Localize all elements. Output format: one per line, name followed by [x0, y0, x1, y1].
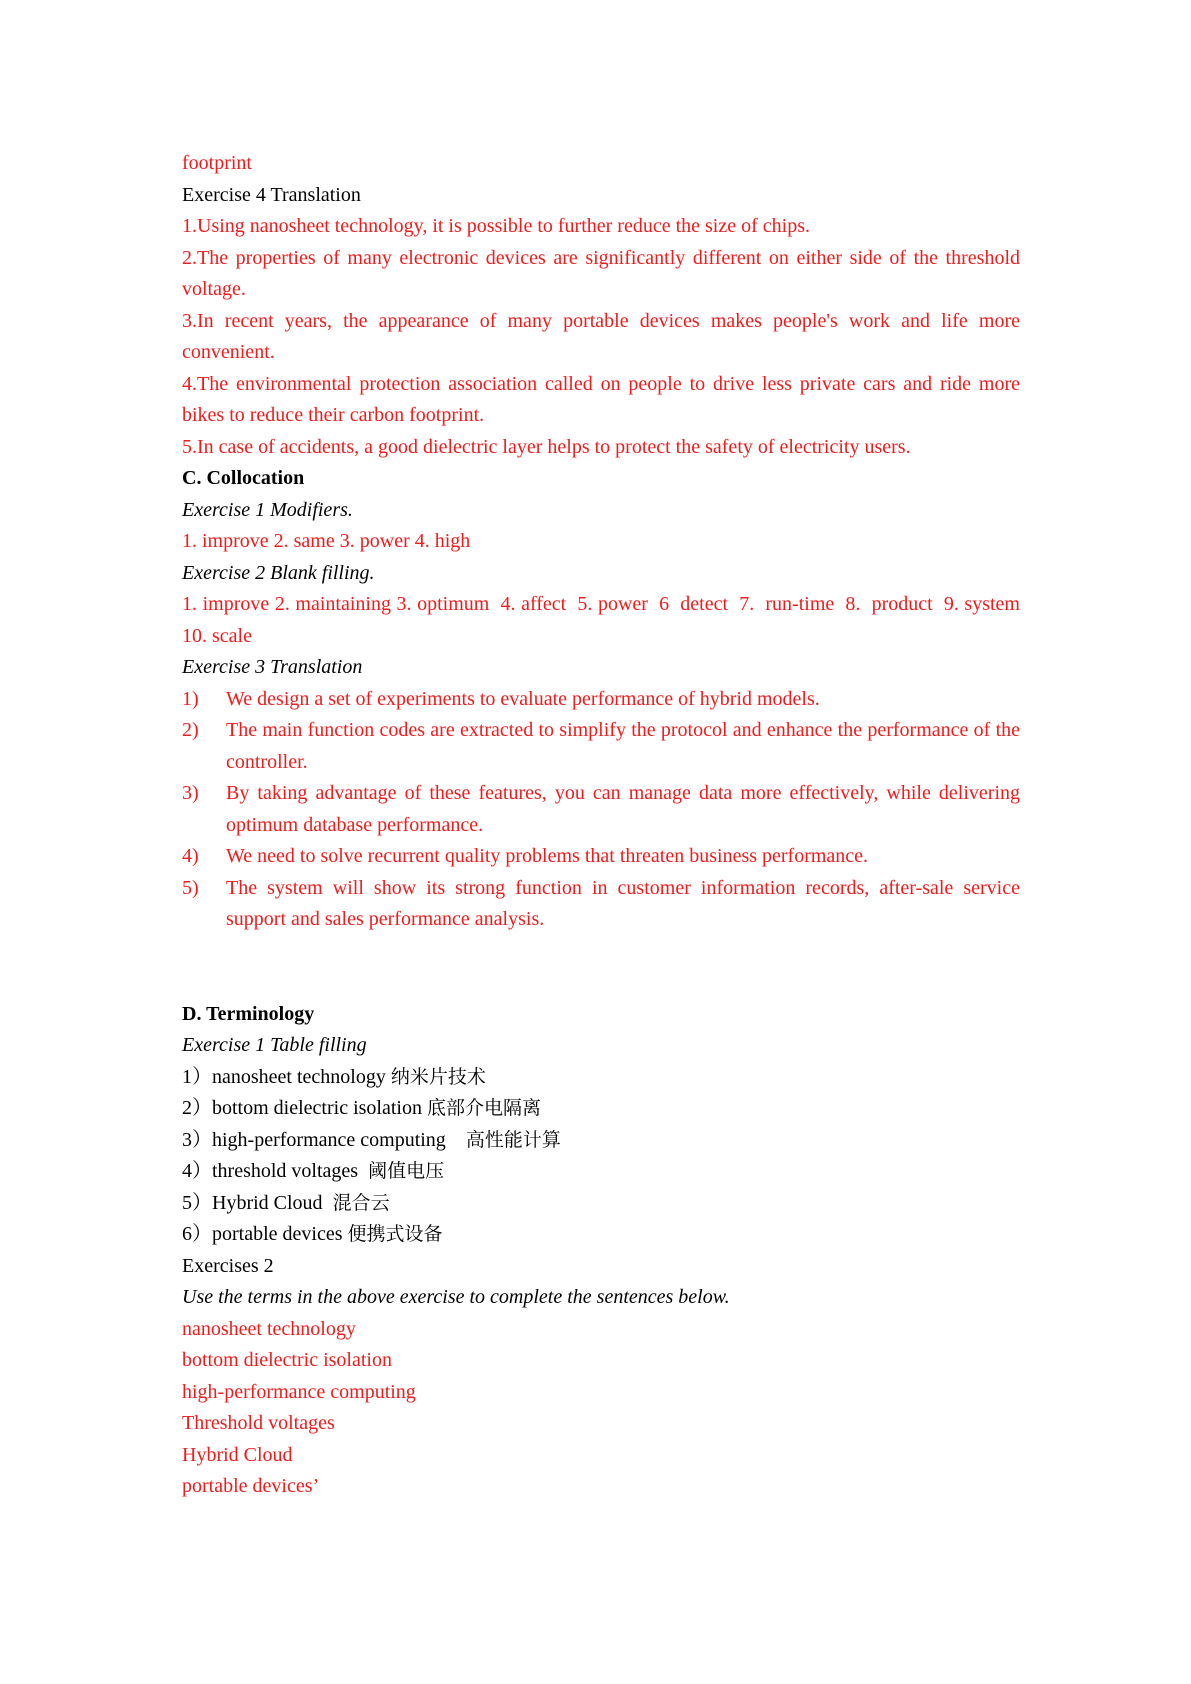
translation-item-number: 1): [182, 687, 199, 710]
exercises-2-answer: high-performance computing: [182, 1380, 416, 1403]
exercises-2-answer: bottom dielectric isolation: [182, 1349, 392, 1371]
translation-item: [182, 841, 1020, 873]
exercises-2-answer: portable devices’: [182, 1475, 320, 1497]
term-number: 1）: [182, 1065, 212, 1088]
term-english: high-performance computing: [212, 1128, 446, 1151]
term-number: 2）: [182, 1097, 212, 1119]
term-english: portable devices: [212, 1223, 343, 1245]
exercise-4-item-4: 4.The environmental protection association called on people to drive less private cars and ride more bikes to reduce their carbon footprint.: [182, 372, 1020, 426]
translation-item-number: 5): [182, 876, 199, 899]
translation-item-text: We design a set of experiments to evaluate performance of hybrid models.: [226, 687, 820, 710]
translation-item-number: 4): [182, 845, 199, 867]
translation-item-number: 3): [182, 782, 199, 804]
exercises-2-instruction: Use the terms in the above exercise to complete the sentences below.: [182, 1286, 730, 1308]
exercise-4-item-3: 3.In recent years, the appearance of many portable devices makes people's work and life more convenient.: [182, 309, 1020, 363]
term-item: [182, 1188, 1020, 1220]
translation-item-text: We need to solve recurrent quality problems that threaten business performance.: [226, 845, 869, 867]
exercise-4-item-1: 1.Using nanosheet technology, it is possible to further reduce the size of chips.: [182, 215, 810, 237]
translation-item-text: By taking advantage of these features, you can manage data more effectively, while delivering optimum database performance.: [226, 782, 1020, 836]
term-number: 5）: [182, 1191, 212, 1214]
exercises-2-answer: Threshold voltages: [182, 1412, 335, 1434]
translation-item: [182, 778, 1020, 841]
exercise-4-item-2: 2.The properties of many electronic devices are significantly different on either side of the threshold voltage.: [182, 246, 1020, 300]
term-item: [182, 1156, 1020, 1188]
translation-item-text: The system will show its strong function in customer information records, after-sale service support and sales performance analysis.: [226, 876, 1020, 930]
term-chinese: 高性能计算: [465, 1128, 561, 1151]
term-chinese: 便携式设备: [347, 1223, 443, 1245]
term-item: [182, 1219, 1020, 1251]
terminology-heading: D. Terminology: [182, 1002, 315, 1025]
term-item: [182, 1125, 1020, 1157]
term-english: Hybrid Cloud: [212, 1191, 323, 1214]
term-english: threshold voltages: [212, 1160, 359, 1182]
collocation-heading: C. Collocation: [182, 467, 305, 489]
translation-heading: Exercise 3 Translation: [182, 656, 363, 678]
term-item: [182, 1093, 1020, 1125]
term-chinese: 底部介电隔离: [426, 1097, 541, 1119]
exercises-2-heading: Exercises 2: [182, 1254, 274, 1277]
blank-filling-answer: 1. improve 2. maintaining 3. optimum 4. affect 5. power 6 detect 7. run-time 8. product 9. system 10. scale: [182, 593, 1025, 647]
term-english: nanosheet technology: [212, 1065, 386, 1088]
translation-item: [182, 684, 1020, 716]
term-chinese: 纳米片技术: [390, 1065, 486, 1088]
answer-footprint: footprint: [182, 152, 252, 174]
term-english: bottom dielectric isolation: [212, 1097, 422, 1119]
blank-filling-heading: Exercise 2 Blank filling.: [182, 561, 375, 584]
translation-item-text: The main function codes are extracted to simplify the protocol and enhance the performance of the controller.: [226, 719, 1020, 773]
translation-item: [182, 873, 1020, 936]
translation-item: [182, 715, 1020, 778]
translation-item-number: 2): [182, 719, 199, 741]
modifiers-heading: Exercise 1 Modifiers.: [182, 498, 353, 521]
exercises-2-answer: nanosheet technology: [182, 1317, 356, 1340]
exercise-4-heading: Exercise 4 Translation: [182, 183, 361, 206]
term-chinese: 混合云: [332, 1191, 390, 1214]
table-filling-heading: Exercise 1 Table filling: [182, 1034, 367, 1056]
modifiers-answer: 1. improve 2. same 3. power 4. high: [182, 530, 471, 552]
exercises-2-answer: Hybrid Cloud: [182, 1443, 293, 1466]
term-number: 6）: [182, 1223, 212, 1245]
document-page: [182, 148, 1025, 1503]
term-item: [182, 1062, 1020, 1094]
term-chinese: 阈值电压: [368, 1160, 445, 1182]
term-number: 3）: [182, 1128, 212, 1151]
term-number: 4）: [182, 1160, 212, 1182]
section-spacer: [182, 936, 1020, 999]
exercise-4-item-5: 5.In case of accidents, a good dielectric layer helps to protect the safety of electricity users.: [182, 435, 911, 458]
